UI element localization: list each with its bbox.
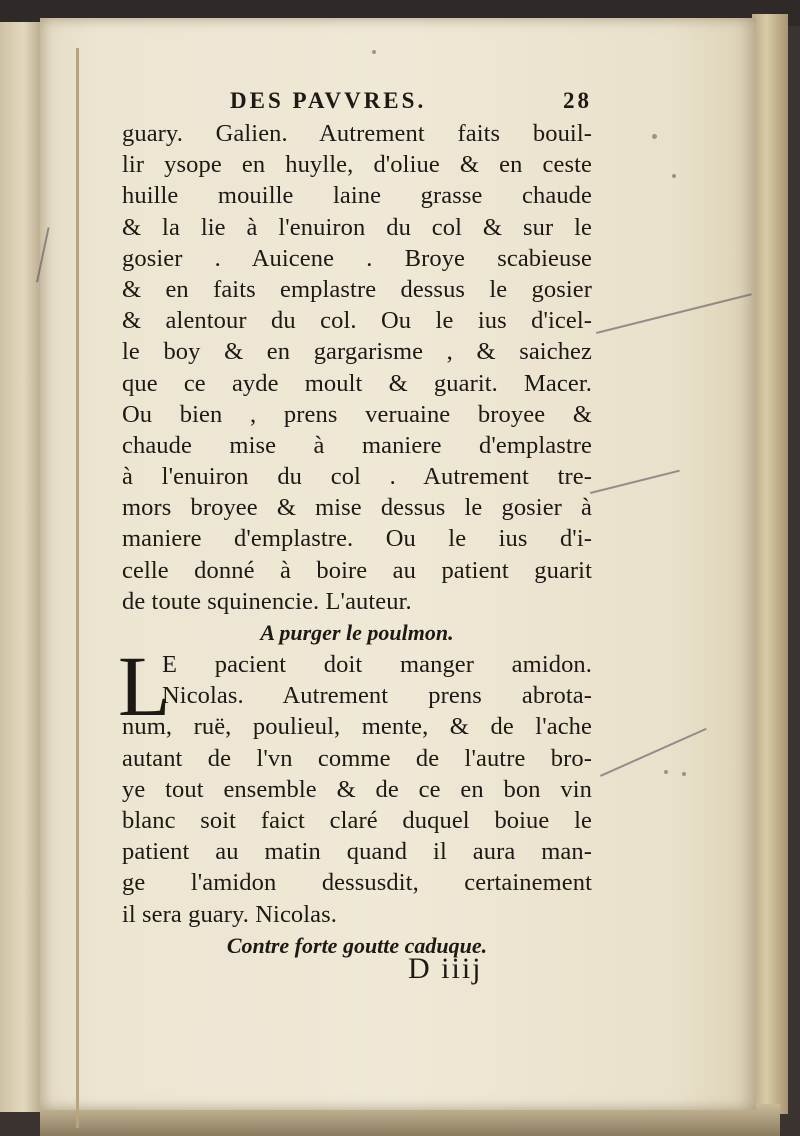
text-line: & en faits emplastre dessus le gosier: [122, 275, 592, 303]
foxing-spot: [664, 770, 668, 774]
text-line: blanc soit faict claré duquel boiue le: [122, 806, 592, 834]
foxing-spot: [682, 772, 686, 776]
text-line: ge l'amidon dessusdit, certainement: [122, 869, 592, 897]
text-line: num, ruë, poulieul, mente, & de l'ache: [122, 713, 592, 741]
text-line: & la lie à l'enuiron du col & sur le: [122, 213, 592, 241]
text-line: huille mouille laine grasse chaude: [122, 182, 592, 210]
text-line: que ce ayde moult & guarit. Macer.: [122, 369, 592, 397]
text-line: autant de l'vn comme de l'autre bro-: [122, 744, 592, 772]
page-stack-edge: [752, 14, 788, 1114]
foxing-spot: [672, 174, 676, 178]
text-line: à l'enuiron du col . Autrement tre-: [122, 463, 592, 491]
text-line: de toute squinencie. L'auteur.: [122, 587, 412, 615]
text-line: patient au matin quand il aura man-: [122, 838, 592, 866]
running-head-title: DES PAVVRES.: [230, 88, 427, 113]
page-number: 28: [563, 88, 592, 113]
paragraph-remedies: [122, 118, 592, 617]
gutter-fold: [76, 48, 79, 1128]
page-text: [118, 88, 592, 962]
running-head: [122, 88, 592, 118]
text-line: le boy & en gargarisme , & saichez: [122, 338, 592, 366]
foxing-spot: [652, 134, 657, 139]
facing-page-edge: [0, 22, 42, 1112]
text-line: celle donné à boire au patient guarit: [122, 556, 592, 584]
next-section-heading: Contre forte goutte caduque.: [226, 932, 488, 958]
text-line: Ou bien , prens veruaine broyee &: [122, 400, 592, 428]
text-line: & alentour du col. Ou le ius d'icel-: [122, 307, 592, 335]
text-line: lir ysope en huylle, d'oliue & en ceste: [122, 151, 592, 179]
text-line: gosier . Auicene . Broye scabieuse: [122, 244, 592, 272]
signature-mark: D iiij: [408, 952, 483, 985]
foxing-spot: [372, 50, 376, 54]
text-line: il sera guary. Nicolas.: [122, 900, 338, 928]
drop-cap: L: [118, 638, 171, 734]
text-line: Nicolas. Autrement prens abrota-: [162, 682, 592, 710]
section-heading: A purger le poulmon.: [260, 620, 454, 645]
paragraph-lung: [118, 638, 592, 930]
text-line: guary. Galien. Autrement faits bouil-: [122, 120, 592, 147]
text-line: E pacient doit manger amidon.: [162, 651, 592, 678]
text-line: mors broyee & mise dessus le gosier à: [122, 494, 592, 522]
text-line: maniere d'emplastre. Ou le ius d'i-: [122, 525, 592, 553]
text-line: chaude mise à maniere d'emplastre: [122, 431, 592, 459]
text-line: ye tout ensemble & de ce en bon vin: [122, 775, 592, 803]
